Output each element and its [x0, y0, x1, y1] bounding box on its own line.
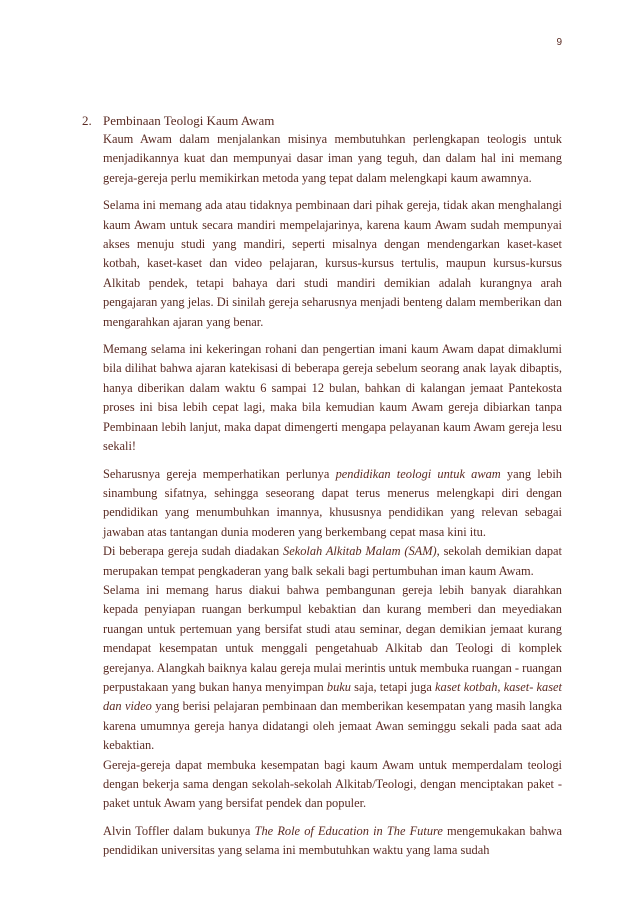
- p8-text-a: Alvin Toffler dalam bukunya: [103, 823, 255, 838]
- section-title: Pembinaan Teologi Kaum Awam: [103, 113, 275, 128]
- paragraph-2: Selama ini memang ada atau tidaknya pembinaan dari pihak gereja, tidak akan menghalangi kaum Awam untuk secara mandiri mempelajarinya, karena kaum Awam sudah mempunyai akses menuju studi yang mandiri, seperti misalnya dengan mendengarkan kaset-kaset kotbah, kaset-kaset dan video pelajaran, kursus-kursus tertulis, maupun kursus-kursus Alkitab pendek, tetapi bahaya dari studi mandiri demikian adalah kurangnya arah pengajaran yang jelas. Di sinilah gereja seharusnya menjadi benteng dalam memberikan dan mengarahkan ajaran yang benar.: [103, 198, 562, 329]
- p8-book-title: The Role of Education in The Future: [254, 823, 443, 838]
- paragraph-5: [103, 542, 562, 581]
- section-body: [103, 130, 562, 861]
- p5-text-c: sekolah demikian dapat merupakan tempat pengkaderan yang balk sekali bagi pertumbuhan iman kaum Awam.: [103, 544, 562, 578]
- section-heading: [82, 111, 562, 130]
- paragraph-7: Gereja-gereja dapat membuka kesempatan bagi kaum Awam untuk memperdalam teologi dengan bekerja sama dengan sekolah-sekolah Alkitab/Teologi, dengan menciptakan paket - paket untuk Awam yang bersifat pendek dan populer.: [103, 757, 562, 811]
- p5-text-a: Di beberapa gereja sudah diadakan: [103, 544, 284, 559]
- p5-italic-term: Sekolah Alkitab Malam (SAM),: [283, 544, 440, 559]
- p4-text-a: Seharusnya gereja memperhatikan perlunya: [103, 466, 336, 481]
- p4-italic-term: pendidikan teologi untuk awam: [335, 466, 501, 481]
- page-number: 9: [556, 37, 562, 48]
- paragraph-3: Memang selama ini kekeringan rohani dan pengertian imani kaum Awam dapat dimaklumi bila dilihat bahwa ajaran katekisasi di beberapa gereja sebelum seorang anak layak dibaptis, hanya diberikan dalam waktu 6 sampai 12 bulan, bahkan di kalangan jemaat Pantekosta proses ini bisa lebih cepat lagi, maka bila kemudian kaum Awam gereja dibiarkan tanpa Pembinaan lebih lanjut, maka dapat dimengerti mengapa pelayanan kaum Awam gereja lesu sekali!: [103, 342, 562, 454]
- p4-text-c: yang lebih sinambung sifatnya, sehingga seseorang dapat terus menerus melengkapi diri dengan pendidikan yang menumbuhkan imannya, khususnya pendidikan yang relevan sebagai jawaban atas tantangan dunia moderen yang berkembang cepat masa kini itu.: [103, 466, 562, 539]
- paragraph-8: [103, 822, 562, 861]
- p6-italic-buku: buku: [326, 679, 351, 694]
- paragraph-4: [103, 465, 562, 543]
- paragraph-1: Kaum Awam dalam menjalankan misinya membutuhkan perlengkapan teologis untuk menjadikannya kuat dan mempunyai dasar iman yang teguh, dan dalam hal ini memang gereja-gereja perlu memikirkan metoda yang tepat dalam melengkapi kaum awamnya.: [103, 132, 562, 185]
- paragraph-6: [103, 581, 562, 756]
- section-number: 2.: [82, 113, 92, 128]
- p6-text-a: Selama ini memang harus diakui bahwa pembangunan gereja lebih banyak diarahkan kepada penyiapan ruangan berkumpul kebaktian dan kurang memberi dan meyediakan ruangan untuk pertemuan yang bersifat studi atau seminar, degan demikian jemaat kurang mendapat kesempatan untuk menggali pengetahuab Alkitab dan Teologi di komplek gerejanya. Alangkah baiknya kalau gereja mulai merintis untuk membuka ruangan - ruangan perpustakaan yang bukan hanya menyimpan: [103, 582, 562, 694]
- p8-text-c: mengemukakan bahwa pendidikan universitas yang selama ini membutuhkan waktu yang lama sudah: [103, 823, 562, 858]
- p6-text-e: yang berisi pelajaran pembinaan dan memberikan kesempatan yang masih langka karena umumnya gereja hanya didatangi oleh jemaat Awan seminggu sekali pada saat ada kebaktian.: [103, 699, 562, 753]
- p6-text-c: saja, tetapi juga: [350, 679, 436, 694]
- section-pembinaan-teologi: [82, 111, 562, 861]
- p6-italic-media: kaset kotbah, kaset- kaset dan video: [103, 679, 562, 714]
